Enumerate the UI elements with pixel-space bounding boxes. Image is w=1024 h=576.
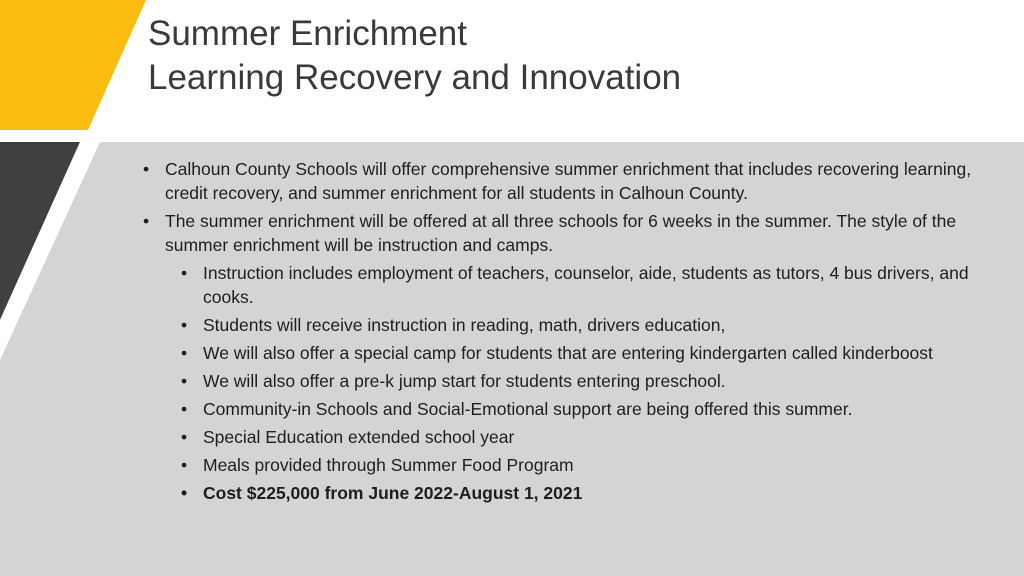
sub-bullet-item <box>178 369 1010 393</box>
bullet-marker: • <box>143 159 150 179</box>
bullet-marker: • <box>181 315 188 335</box>
bullet-text: We will also offer a special camp for students that are entering kindergarten called kinderboost <box>203 343 933 363</box>
sub-bullet-item <box>178 341 1010 365</box>
bullet-marker: • <box>181 455 188 475</box>
bullet-marker: • <box>181 371 188 391</box>
bullet-marker: • <box>181 399 188 419</box>
bullet-item <box>140 209 1010 257</box>
title-line-1: Summer Enrichment <box>148 14 467 53</box>
bullet-text: Instruction includes employment of teachers, counselor, aide, students as tutors, 4 bus drivers, and cooks. <box>203 263 969 307</box>
sub-bullet-item <box>178 453 1010 477</box>
title-line-2: Learning Recovery and Innovation <box>148 58 682 97</box>
bullet-text: The summer enrichment will be offered at all three schools for 6 weeks in the summer. The style of the summer enrichment will be instruction and camps. <box>165 211 957 255</box>
bullet-text: Calhoun County Schools will offer comprehensive summer enrichment that includes recovering learning, credit recovery, and summer enrichment for all students in Calhoun County. <box>165 159 972 203</box>
sub-bullet-item <box>178 313 1010 337</box>
bullet-text: Community-in Schools and Social-Emotional support are being offered this summer. <box>203 399 853 419</box>
yellow-accent-shape <box>0 0 146 130</box>
bullet-text: Students will receive instruction in reading, math, drivers education, <box>203 315 726 335</box>
bullet-item <box>140 157 1010 205</box>
bullet-text: Cost $225,000 from June 2022-August 1, 2021 <box>203 483 583 503</box>
sub-bullet-item <box>178 425 1010 449</box>
bullet-text: Meals provided through Summer Food Program <box>203 455 574 475</box>
bullet-marker: • <box>143 211 150 231</box>
bullet-text: Special Education extended school year <box>203 427 515 447</box>
sub-bullet-item-cost <box>178 481 1010 505</box>
bullet-list <box>140 157 1010 509</box>
bullet-marker: • <box>181 343 188 363</box>
bullet-marker: • <box>181 427 188 447</box>
bullet-marker: • <box>181 263 188 283</box>
bullet-text: We will also offer a pre-k jump start for students entering preschool. <box>203 371 726 391</box>
slide-title <box>148 12 1008 100</box>
bullet-marker: • <box>181 483 188 503</box>
sub-bullet-item <box>178 397 1010 421</box>
sub-bullet-item <box>178 261 1010 309</box>
